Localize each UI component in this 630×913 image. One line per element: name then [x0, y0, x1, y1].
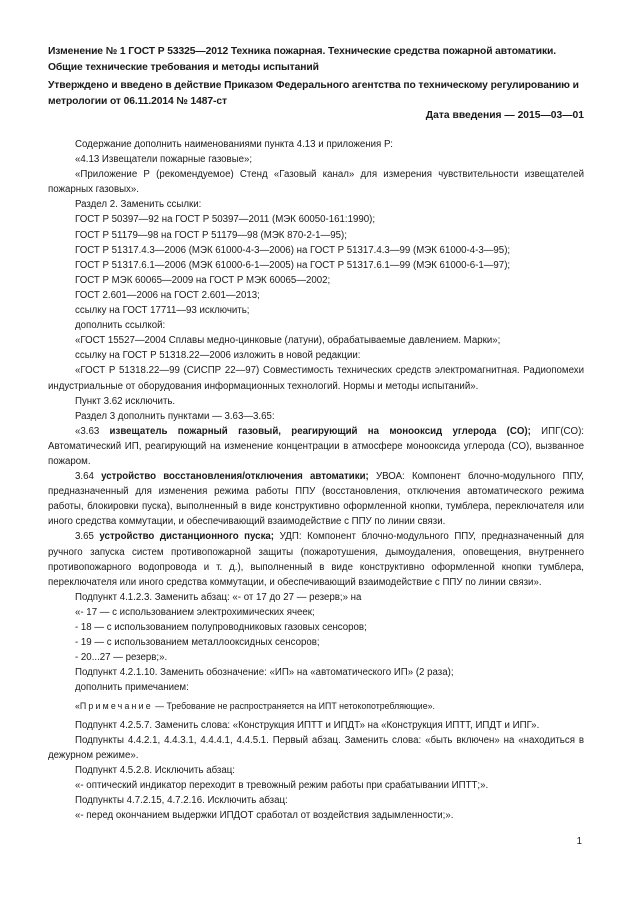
- definition-text: УДП: Компонент блочно-модульного ППУ, предназначенный для ручного запуска систем противопожарной защиты (пожаротушения, дымоудаления, оповещения, внутреннего противопожарного водопровода и т. д.), выполненный в виде конструктивно оформленной кнопки тумблера, переключателя или иного средства коммутации, и обеспечивающий взаимодействие с ППУ по линии связи».: [48, 531, 585, 588]
- reference-line: ГОСТ Р 51317.4.3—2006 (МЭК 61000-4-3—2006) на ГОСТ Р 51317.4.3—99 (МЭК 61000-4-3—95);: [75, 244, 511, 256]
- reference-line: ГОСТ Р МЭК 60065—2009 на ГОСТ Р МЭК 60065—2002;: [75, 274, 331, 286]
- list-item: - 18 — с использованием полупроводниковых газовых сенсоров;: [75, 622, 367, 633]
- clause-number: 3.65: [75, 531, 100, 543]
- definition-3-64: [48, 469, 584, 529]
- list-item: - 19 — с использованием металлооксидных сенсоров;: [75, 637, 320, 649]
- defined-term: устройство дистанционного пуска;: [99, 531, 275, 543]
- paragraph: «- оптический индикатор переходит в тревожный режим работы при срабатывании ИПТТ;».: [75, 779, 489, 791]
- page-number: 1: [576, 836, 582, 847]
- amendment-title: Изменение № 1 ГОСТ Р 53325—2012 Техника пожарная. Технические средства пожарной автоматики. Общие технические требования и методы испытаний: [48, 46, 556, 73]
- paragraph: Подпункты 4.7.2.15, 4.7.2.16. Исключить абзац:: [75, 795, 288, 807]
- note-quote: «: [75, 701, 80, 712]
- paragraph: «4.13 Извещатели пожарные газовые»;: [75, 154, 253, 166]
- amendment-body: [48, 137, 584, 823]
- paragraph: дополнить ссылкой:: [75, 320, 166, 332]
- reference-line: ГОСТ 2.601—2006 на ГОСТ 2.601—2013;: [75, 289, 260, 301]
- paragraph: Подпункт 4.1.2.3. Заменить абзац: «- от 17 до 27 — резерв;» на: [75, 591, 362, 603]
- note-text: — Требование не распространяется на ИПТ нетокопотребляющие».: [152, 701, 435, 712]
- list-item: - 20...27 — резерв;».: [75, 652, 168, 664]
- paragraph: Раздел 3 дополнить пунктами — 3.63—3.65:: [75, 410, 275, 422]
- defined-term: извещатель пожарный газовый, реагирующий на монооксид углерода (CO);: [109, 425, 531, 437]
- definition-text: ИПГ(CO): Автоматический ИП, реагирующий на изменение концентрации в атмосфере монооксида углерода (CO), вызванное пожаром.: [48, 425, 584, 467]
- definition-text: УВОА: Компонент блочно-модульного ППУ, предназначенный для изменения режима работы ППУ (восстановления, отключения автоматического режима работы, блокировки пуска), выполненный в виде конструктивно оформленной кнопки, тумблера, переключателя или иного средства коммутации, и обеспечивающий взаимодействие с ППУ по линии связи.: [48, 471, 584, 528]
- paragraph: дополнить примечанием:: [75, 682, 189, 694]
- paragraph: Содержание дополнить наименованиями пункта 4.13 и приложения Р:: [75, 139, 393, 150]
- reference-line: ГОСТ Р 50397—92 на ГОСТ Р 50397—2011 (МЭК 60050-161:1990);: [75, 214, 376, 226]
- effective-date: Дата введения — 2015—03—01: [425, 110, 584, 121]
- paragraph: Подпункт 4.2.5.7. Заменить слова: «Конструкция ИПТТ и ИПДТ» на «Конструкция ИПТТ, ИПДТ и ИПГ».: [75, 719, 540, 731]
- reference-line: ГОСТ Р 51317.6.1—2006 (МЭК 61000-6-1—2005) на ГОСТ Р 51317.6.1—99 (МЭК 61000-6-1—97);: [75, 259, 511, 271]
- reference-line: ГОСТ Р 51179—98 на ГОСТ Р 51179—98 (МЭК 870-2-1—95);: [75, 229, 347, 241]
- paragraph: «- перед окончанием выдержки ИПДОТ сработал от воздействия задымленности;».: [75, 810, 454, 822]
- paragraph: Раздел 2. Заменить ссылки:: [75, 199, 202, 211]
- paragraph: Пункт 3.62 исключить.: [75, 395, 176, 407]
- clause-number: 3.64: [75, 471, 102, 483]
- paragraph: ссылку на ГОСТ 17711—93 исключить;: [75, 305, 250, 317]
- paragraph: Подпункт 4.2.1.10. Заменить обозначение: «ИП» на «автоматического ИП» (2 раза);: [75, 667, 454, 679]
- approval-statement: Утверждено и введено в действие Приказом Федерального агентства по техническому регулированию и метрологии от 06.11.2014 № 1487-ст: [48, 80, 579, 107]
- reference-line: «ГОСТ 15527—2004 Сплавы медно-цинковые (латуни), обрабатываемые давлением. Марки»;: [75, 335, 501, 347]
- note-label: Примечание: [79, 701, 153, 712]
- paragraph: «Приложение Р (рекомендуемое) Стенд «Газовый канал» для измерения чувствительности извещателей пожарных газовых».: [48, 169, 584, 196]
- definition-3-65: [48, 529, 584, 589]
- paragraph: Подпункты 4.4.2.1, 4.4.3.1, 4.4.4.1, 4.4.5.1. Первый абзац. Заменить слова: «быть включен» на «находиться в дежурном режиме».: [48, 734, 584, 761]
- amendment-header: [48, 44, 584, 109]
- clause-number: «3.63: [75, 425, 110, 437]
- defined-term: устройство восстановления/отключения автоматики;: [101, 471, 369, 483]
- paragraph: Подпункт 4.5.2.8. Исключить абзац:: [75, 764, 235, 776]
- reference-line: «ГОСТ Р 51318.22—99 (СИСПР 22—97) Совместимость технических средств электромагнитная. Радиопомехи индустриальные от оборудования информационных технологий. Нормы и методы испытаний».: [48, 365, 584, 392]
- definition-3-63: [48, 424, 584, 469]
- list-item: «- 17 — с использованием электрохимических ячеек;: [75, 606, 315, 618]
- paragraph: ссылку на ГОСТ Р 51318.22—2006 изложить в новой редакции:: [75, 350, 361, 362]
- note: [48, 699, 584, 714]
